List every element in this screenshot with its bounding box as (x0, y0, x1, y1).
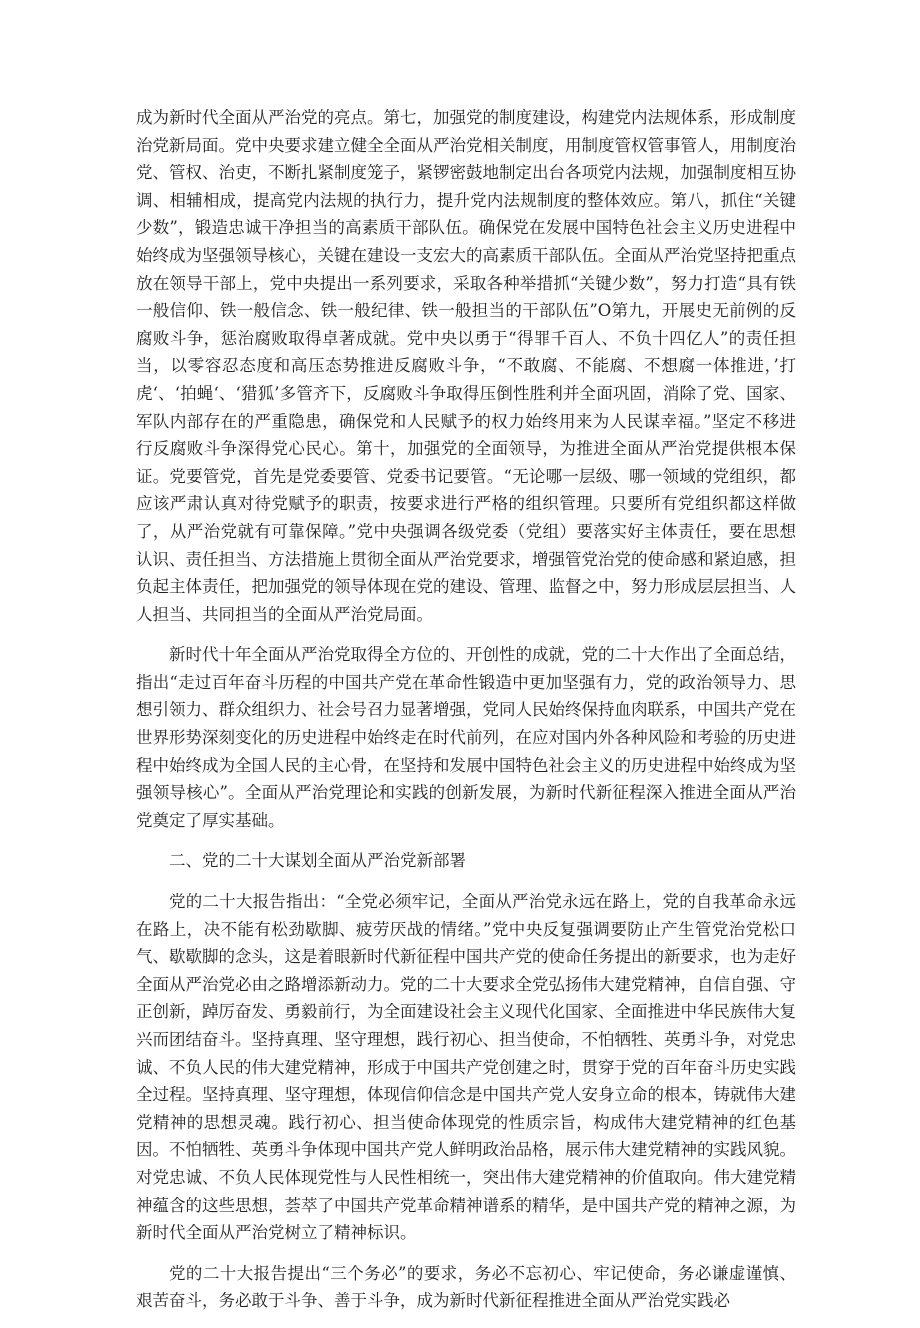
paragraph-continuation: 成为新时代全面从严治党的亮点。第七，加强党的制度建设，构建党内法规体系，形成制度治党新局面。党中央要求建立健全全面从严治党相关制度，用制度管权管事管人，用制度治党、管权、治吏，不断扎紧制度笼子，紧锣密鼓地制定出台各项党内法规，加强制度相互协调、相辅相成，提高党内法规的执行力，提升党内法规制度的整体效应。第八，抓住“关键少数”，锻造忠诚干净担当的高素质干部队伍。确保党在发展中国特色社会主义历史进程中始终成为坚强领导核心，关键在建设一支宏大的高素质干部队伍。全面从严治党坚持把重点放在领导干部上，党中央提出一系列要求，采取各种举措抓“关键少数”，努力打造“具有铁一般信仰、铁一般信念、铁一般纪律、铁一般担当的干部队伍”O第九，开展史无前例的反腐败斗争，惩治腐败取得卓著成就。党中央以勇于“得罪千百人、不负十四亿人”的责任担当，以零容忍态度和高压态势推进反腐败斗争，“不敢腐、不能腐、不想腐一体推进，’打虎‘、‘拍蝇‘、‘猎狐’多管齐下，反腐败斗争取得压倒性胜利并全面巩固，消除了党、国家、军队内部存在的严重隐患，确保党和人民赋予的权力始终用来为人民谋幸福。”坚定不移进行反腐败斗争深得党心民心。第十，加强党的全面领导，为推进全面从严治党提供根本保证。党要管党，首先是党委要管、党委书记要管。“无论哪一层级、哪一领域的党组织，都应该严肃认真对待党赋予的职责，按要求进行严格的组织管理。只要所有党组织都这样做了，从严治党就有可靠保障。”党中央强调各级党委（党组）要落实好主体责任，要在思想认识、责任担当、方法措施上贯彻全面从严治党要求，增强管党治党的使命感和紧迫感，担负起主体责任，把加强党的领导体现在党的建设、管理、监督之中，努力形成层层担当、人人担当、共同担当的全面从严治党局面。 (136, 108, 796, 624)
section-heading: 二、党的二十大谋划全面从严治党新部署 (169, 851, 466, 871)
paragraph-report: 党的二十大报告指出：“全党必须牢记，全面从严治党永远在路上，党的自我革命永远在路上，决不能有松劲歇脚、疲劳厌战的情绪。”党中央反复强调要防止产生管党治党松口气、歇歇脚的念头，这是着眼新时代新征程中国共产党的使命任务提出的新要求，也为走好全面从严治党必由之路增添新动力。党的二十大要求全党弘扬伟大建党精神，自信自强、守正创新，踔厉奋发、勇毅前行，为全面建设社会主义现代化国家、全面推进中华民族伟大复兴而团结奋斗。坚持真理、坚守理想，践行初心、担当使命，不怕牺牲、英勇斗争，对党忠诚、不负人民的伟大建党精神，形成于中国共产党创建之时，贯穿于党的百年奋斗历史实践全过程。坚持真理、坚守理想，体现信仰信念是中国共产党人安身立命的根本，铸就伟大建党精神的思想灵魂。践行初心、担当使命体现党的性质宗旨，构成伟大建党精神的红色基因。不怕牺牲、英勇斗争体现中国共产党人鲜明政治品格，展示伟大建党精神的实践风貌。对党忠诚、不负人民体现党性与人民性相统一，突出伟大建党精神的价值取向。伟大建党精神蕴含的这些思想，荟萃了中国共产党革命精神谱系的精华，是中国共产党的精神之源，为新时代全面从严治党树立了精神标识。 (136, 892, 796, 1243)
document-page (136, 104, 796, 1328)
paragraph-three-musts: 党的二十大报告提出“三个务必”的要求，务必不忘初心、牢记使命，务必谦虚谨慎、艰苦奋斗，务必敢于斗争、善于斗争，成为新时代新征程推进全面从严治党实践必 (136, 1263, 796, 1311)
paragraph-summary: 新时代十年全面从严治党取得全方位的、开创性的成就，党的二十大作出了全面总结，指出“走过百年奋斗历程的中国共产党在革命性锻造中更加坚强有力，党的政治领导力、思想引领力、群众组织力、社会号召力显著增强，党同人民始终保持血肉联系，中国共产党在世界形势深刻变化的历史进程中始终走在时代前列，在应对国内外各种风险和考验的历史进程中始终成为全国人民的主心骨，在坚持和发展中国特色社会主义的历史进程中始终成为坚强领导核心”。全面从严治党理论和实践的创新发展，为新时代新征程深入推进全面从严治党奠定了厚实基础。 (136, 645, 796, 830)
